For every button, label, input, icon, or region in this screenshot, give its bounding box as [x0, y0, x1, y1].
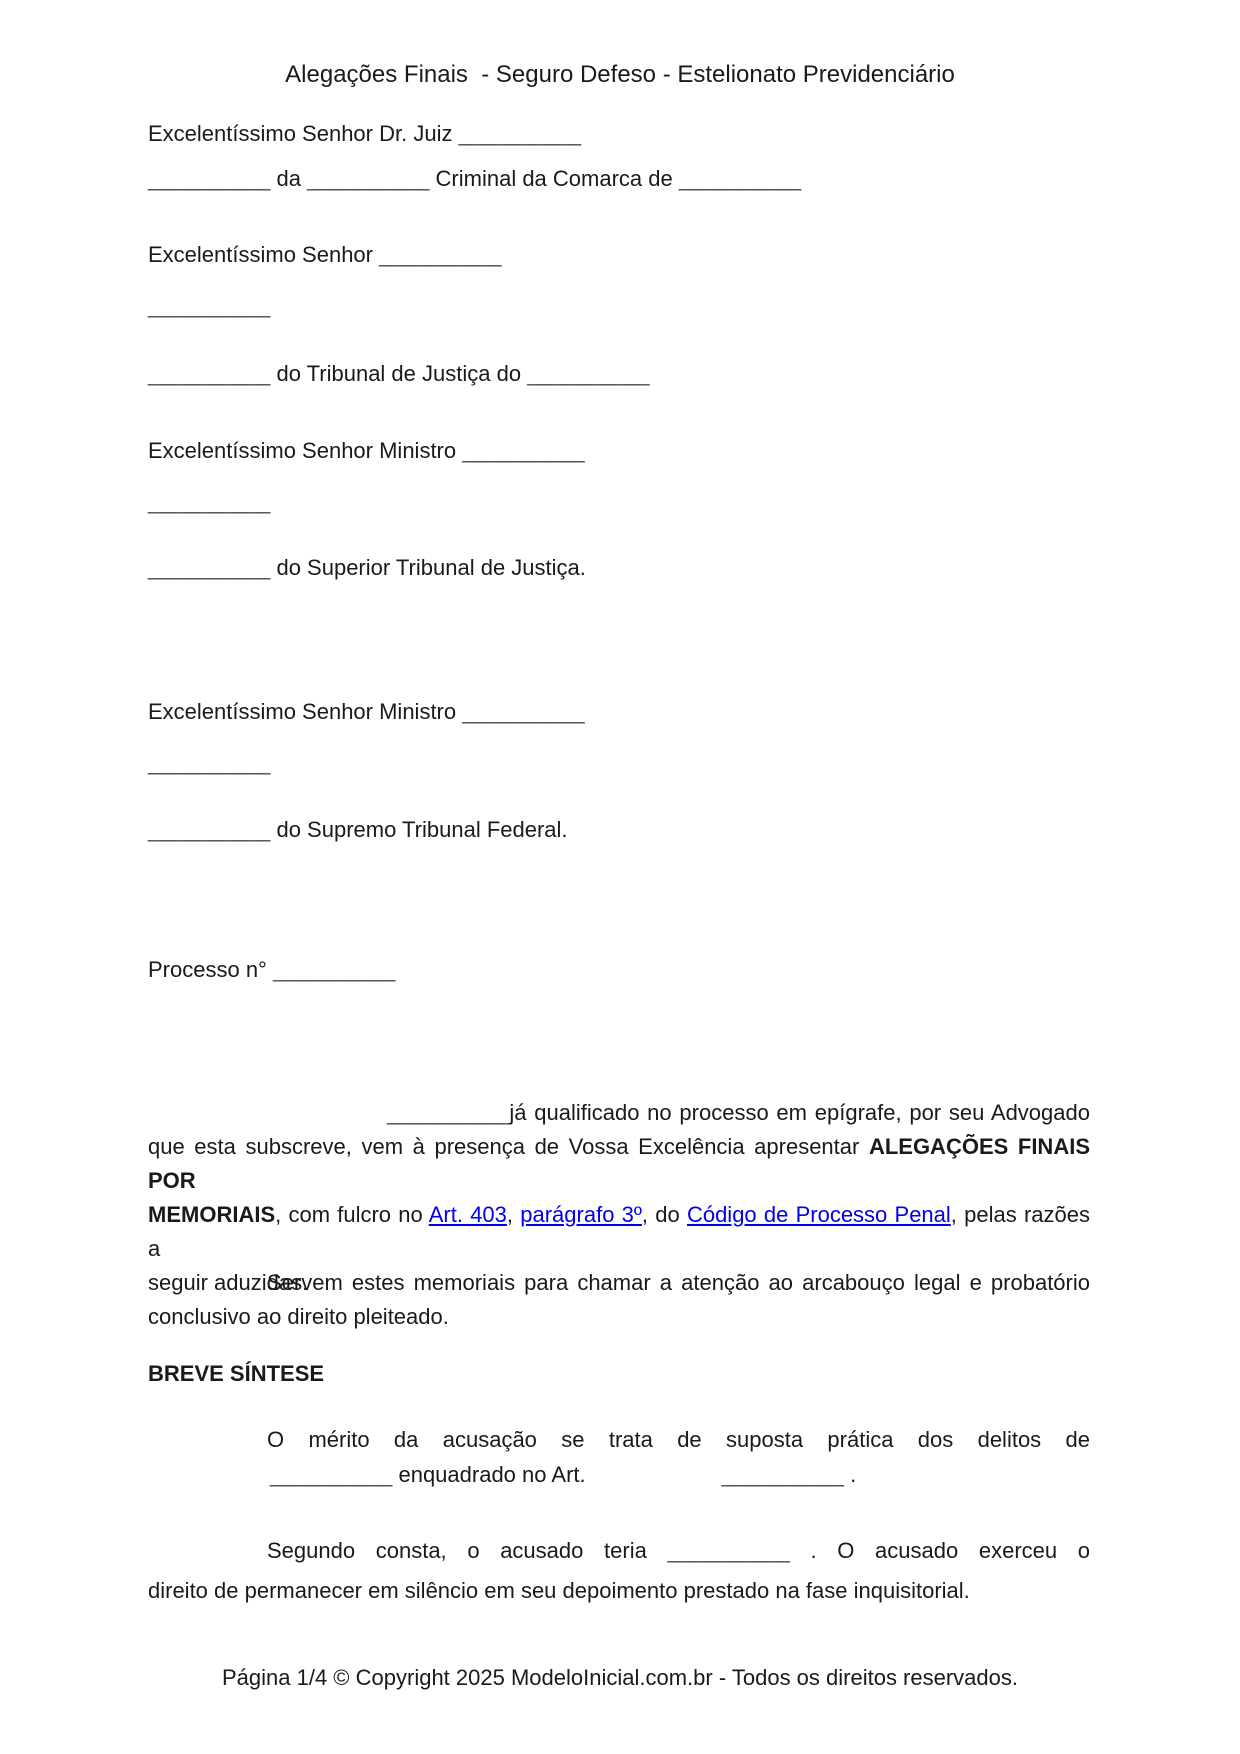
blank-line — [148, 289, 1090, 323]
p3-line2-text-a: enquadrado no Art. — [392, 1462, 586, 1487]
stj-line — [148, 551, 1090, 585]
p3-line2-text-b: . — [843, 1462, 857, 1487]
processo-label: Processo n° — [148, 957, 273, 982]
p3-line1-text: O mérito da acusação se trata de suposta prática dos delitos de — [267, 1427, 1090, 1452]
link-art-403[interactable]: Art. 403 — [428, 1202, 507, 1227]
p1-line1 — [148, 1096, 1090, 1130]
p2-line2 — [148, 1300, 1090, 1334]
p4-line1-text-a: Segundo consta, o acusado teria — [267, 1538, 668, 1563]
blank-field: __________ — [148, 361, 271, 386]
p1-line4-text: seguir aduzidas. — [148, 1270, 309, 1295]
salutation-judge-text: Excelentíssimo Senhor Dr. Juiz — [148, 121, 459, 146]
salutation-senhor-line — [148, 238, 1090, 272]
link-paragrafo-3[interactable]: parágrafo 3º — [520, 1202, 642, 1227]
blank-field: __________ — [148, 489, 271, 514]
blank-field: __________ — [307, 166, 430, 191]
blank-field: __________ — [270, 1462, 393, 1487]
p1-line2 — [148, 1130, 1090, 1198]
p3-line1 — [148, 1423, 1090, 1457]
tribunal-justica-line — [148, 357, 1090, 391]
p1-line3-text-b: , — [506, 1202, 521, 1227]
p1-line2-bold: ALEGAÇÕES FINAIS POR — [148, 1134, 1090, 1193]
p2-line2-text: conclusivo ao direito pleiteado. — [148, 1304, 449, 1329]
salutation-ministro-stf-line — [148, 695, 1090, 729]
page-footer: Página 1/4 © Copyright 2025 ModeloInicial.com.br - Todos os direitos reservados. — [222, 1665, 1018, 1690]
salutation-senhor-text: Excelentíssimo Senhor — [148, 242, 380, 267]
p2-line1 — [148, 1266, 1090, 1300]
blank-field: __________ — [148, 293, 271, 318]
p1-line3-text-d: , pelas razões a — [148, 1202, 1090, 1261]
blank-field: __________ — [527, 361, 650, 386]
salutation-ministro-stf-text: Excelentíssimo Senhor Ministro — [148, 699, 463, 724]
blank-field: __________ — [678, 166, 802, 191]
p4-line1-text-b: . O acusado exerceu o — [789, 1538, 1090, 1563]
blank-field: __________ — [721, 1462, 844, 1487]
p4-line2 — [148, 1574, 1090, 1608]
p3-line2 — [148, 1458, 1090, 1492]
document-title: Alegações Finais - Seguro Defeso - Estelionato Previdenciário — [285, 61, 955, 88]
p1-line3 — [148, 1198, 1090, 1266]
p2-line1-text: Servem estes memoriais para chamar a atenção ao arcabouço legal e probatório — [267, 1270, 1090, 1295]
blank-field: __________ — [148, 817, 271, 842]
blank-field: __________ — [379, 242, 502, 267]
salutation-ministro-stj-line — [148, 434, 1090, 468]
p1-line3-bold: MEMORIAIS — [148, 1202, 276, 1227]
salutation-judge-line — [148, 117, 1090, 151]
blank-field: __________ — [272, 957, 396, 982]
processo-line — [148, 953, 1090, 987]
salutation-ministro-stj-text: Excelentíssimo Senhor Ministro — [148, 438, 463, 463]
p1-line3-text-c: , do — [641, 1202, 687, 1227]
stj-text: do Superior Tribunal de Justiça. — [270, 555, 586, 580]
paragraph-servem — [148, 1266, 1090, 1334]
salutation-comarca-line — [148, 162, 1090, 196]
blank-field: __________ — [148, 555, 271, 580]
p4-line1 — [148, 1534, 1090, 1568]
comarca-rest-text: Criminal da Comarca de — [429, 166, 679, 191]
blank-line — [148, 485, 1090, 519]
stf-line — [148, 813, 1090, 847]
p1-line2-text: que esta subscreve, vem à presença de Vossa Excelência apresentar — [148, 1134, 869, 1159]
comarca-da-text: da — [270, 166, 308, 191]
blank-field: __________ — [148, 166, 271, 191]
blank-field: __________ — [387, 1100, 510, 1125]
tribunal-justica-text: do Tribunal de Justiça do — [270, 361, 528, 386]
p4-line2-text: direito de permanecer em silêncio em seu depoimento prestado na fase inquisitorial. — [148, 1578, 970, 1603]
blank-field: __________ — [458, 121, 581, 146]
stf-text: do Supremo Tribunal Federal. — [270, 817, 568, 842]
p1-line1-text: já qualificado no processo em epígrafe, por seu Advogado — [509, 1100, 1090, 1125]
p1-line3-text-a: , com fulcro no — [275, 1202, 429, 1227]
section-heading-breve-sintese: BREVE SÍNTESE — [148, 1361, 325, 1386]
blank-field: __________ — [667, 1538, 790, 1563]
blank-line — [148, 746, 1090, 780]
blank-field: __________ — [148, 750, 271, 775]
blank-field: __________ — [462, 438, 585, 463]
blank-field: __________ — [462, 699, 585, 724]
link-codigo-processo-penal[interactable]: Código de Processo Penal — [686, 1202, 951, 1227]
